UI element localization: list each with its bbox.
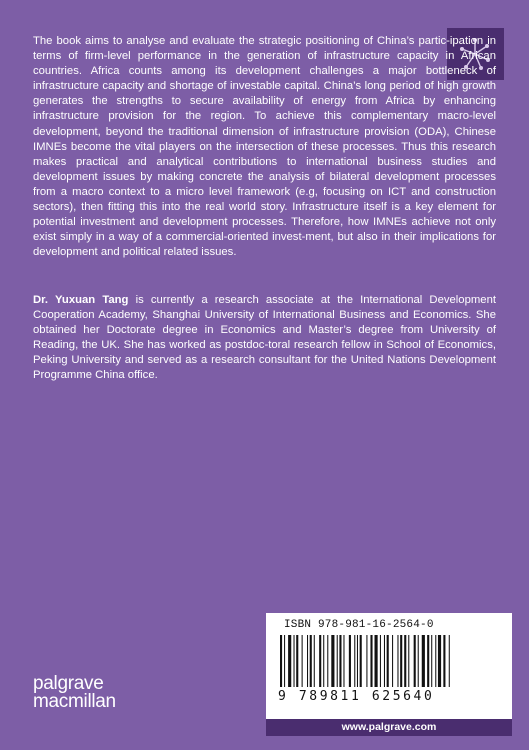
barcode-bar bbox=[314, 635, 315, 687]
barcode-bars bbox=[280, 635, 498, 691]
isbn-label: ISBN 978-981-16-2564-0 bbox=[284, 619, 434, 631]
barcode-bar bbox=[370, 635, 372, 687]
barcode-bar bbox=[354, 635, 355, 687]
barcode-bar bbox=[284, 635, 285, 687]
barcode-bar bbox=[280, 635, 282, 687]
barcode-bar bbox=[408, 635, 409, 687]
publisher-logo bbox=[33, 675, 116, 711]
publisher-name-line2: macmillan bbox=[33, 691, 116, 712]
barcode-bar bbox=[392, 635, 393, 687]
barcode-bar bbox=[294, 635, 295, 687]
barcode-bar bbox=[431, 635, 432, 687]
barcode-bar bbox=[366, 635, 367, 687]
author-bio-text: is currently a research associate at the International Development Cooperation Academy, Shanghai University of International Business and Economics. She obtained her Doctorate degree in Economics and Master’s degree from University of Reading, the UK. She has worked as postdoc-toral research fellow in School of Economics, Peking University and served as a research consultant for the United Nations Development Programme China office. bbox=[33, 294, 496, 382]
book-description: The book aims to analyse and evaluate the strategic positioning of China’s partic-ipation in terms of firm-level performance in the generation of infrastructure capacity in African countries. Africa counts among its development challenges a major bottleneck of infrastructure capacity and shortage of investable capital. China’s long period of high growth generates the strengths to secure availability of energy from Africa by enhancing infrastructure provision for the region. To achieve this complementary macro-level development, beyond the traditional dimension of infrastructure provision (ODA), Chinese IMNEs become the vital players on the intersection of these processes. Thus this research makes practical and analytical contributions to international business studies and development issues by making concrete the analysis of bilateral development processes from a macro context to a micro level framework (e.g, focusing on ICT and construction sectors), then fitting this into the real world story. Infrastructure itself is a key element for potential investment and development processes. Therefore, how IMNEs achieve not only exist simply in a way of a commercial-oriented invest-ment, but also in their implications for development and political related issues. bbox=[33, 35, 496, 259]
barcode-bar bbox=[435, 635, 436, 687]
barcode-bar bbox=[380, 635, 381, 687]
barcode-bar bbox=[418, 635, 419, 687]
barcode-bar bbox=[438, 635, 441, 687]
publisher-website: www.palgrave.com bbox=[266, 719, 512, 736]
barcode-bar bbox=[400, 635, 402, 687]
barcode-bar bbox=[339, 635, 341, 687]
barcode-bar bbox=[360, 635, 362, 687]
barcode-bar bbox=[414, 635, 416, 687]
barcode-digits: 9 789811 625640 bbox=[278, 689, 435, 704]
barcode-bar bbox=[319, 635, 321, 687]
barcode-bar bbox=[310, 635, 312, 687]
barcode-bar bbox=[307, 635, 308, 687]
barcode-bar bbox=[375, 635, 378, 687]
barcode-bar bbox=[443, 635, 445, 687]
barcode-bar bbox=[449, 635, 450, 687]
author-biography bbox=[33, 293, 496, 384]
barcode-bar bbox=[404, 635, 406, 687]
barcode-bar bbox=[323, 635, 324, 687]
barcode-bar bbox=[331, 635, 334, 687]
barcode-bar bbox=[288, 635, 291, 687]
barcode-bar bbox=[357, 635, 358, 687]
barcode-bar bbox=[327, 635, 328, 687]
barcode-bar bbox=[337, 635, 338, 687]
barcode-bar bbox=[384, 635, 385, 687]
barcode-box bbox=[266, 613, 512, 719]
barcode-bar bbox=[397, 635, 398, 687]
barcode-bar bbox=[349, 635, 351, 687]
barcode-bar bbox=[296, 635, 298, 687]
author-name: Dr. Yuxuan Tang bbox=[33, 294, 129, 306]
barcode-bar bbox=[387, 635, 389, 687]
barcode-bar bbox=[427, 635, 429, 687]
barcode-bar bbox=[422, 635, 425, 687]
barcode-bar bbox=[302, 635, 303, 687]
publisher-name-line1: palgrave bbox=[33, 673, 104, 694]
barcode-bar bbox=[343, 635, 344, 687]
